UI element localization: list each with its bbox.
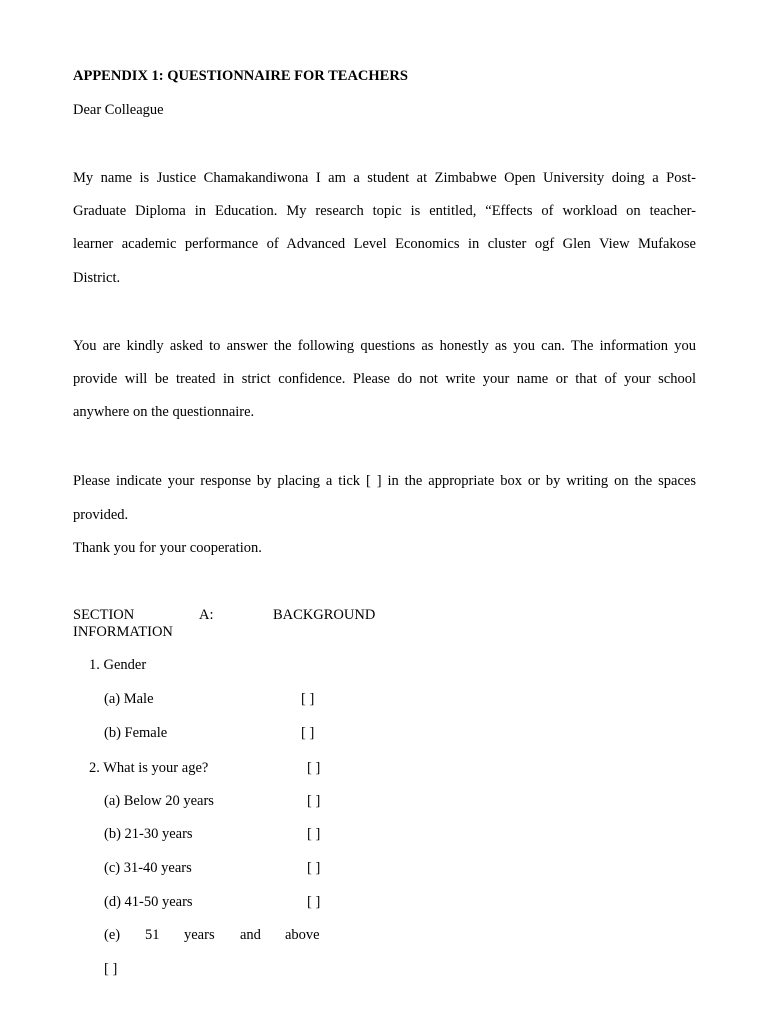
question-age: 2. What is your age? [89, 760, 209, 776]
question-gender: 1. Gender [89, 657, 147, 673]
option-age-e-checkbox[interactable]: [ ] [104, 961, 118, 977]
page-title: APPENDIX 1: QUESTIONNAIRE FOR TEACHERS [73, 68, 408, 84]
option-age-b-label: (b) 21-30 years [104, 826, 193, 842]
option-age-b-checkbox[interactable]: [ ] [307, 826, 321, 842]
thanks-line: Thank you for your cooperation. [73, 540, 262, 556]
option-age-c-checkbox[interactable]: [ ] [307, 860, 321, 876]
section-heading-word: BACKGROUND [273, 607, 376, 623]
option-age-e-part: years [184, 927, 215, 943]
option-female-label: (b) Female [104, 725, 168, 741]
option-age-a-label: (a) Below 20 years [104, 793, 214, 809]
option-age-e-part: and [240, 927, 261, 943]
section-heading-word: INFORMATION [73, 624, 173, 640]
option-age-a-checkbox[interactable]: [ ] [307, 793, 321, 809]
instructions-line: Please indicate your response by placing a tick [ ] in the appropriate box or by writing on the spaces [73, 473, 696, 489]
option-age-d-checkbox[interactable]: [ ] [307, 894, 321, 910]
option-age-c-label: (c) 31-40 years [104, 860, 192, 876]
option-age-d-label: (d) 41-50 years [104, 894, 193, 910]
intro-line: learner academic performance of Advanced Level Economics in cluster ogf Glen View Mufakose [73, 236, 696, 252]
option-age-e-part: (e) [104, 927, 121, 943]
intro-line: District. [73, 270, 121, 286]
confidentiality-line: provide will be treated in strict confidence. Please do not write your name or that of your school [73, 371, 696, 387]
option-male-label: (a) Male [104, 691, 154, 707]
confidentiality-line: anywhere on the questionnaire. [73, 404, 255, 420]
section-heading-word: A: [199, 607, 214, 623]
salutation: Dear Colleague [73, 102, 164, 118]
confidentiality-line: You are kindly asked to answer the following questions as honestly as you can. The information you [73, 338, 696, 354]
option-age-e-part: above [285, 927, 320, 943]
intro-line: My name is Justice Chamakandiwona I am a student at Zimbabwe Open University doing a Post- [73, 170, 696, 186]
option-male-checkbox[interactable]: [ ] [301, 691, 315, 707]
section-heading-word: SECTION [73, 607, 135, 623]
question-age-checkbox[interactable]: [ ] [307, 760, 321, 776]
instructions-line: provided. [73, 507, 129, 523]
option-female-checkbox[interactable]: [ ] [301, 725, 315, 741]
intro-line: Graduate Diploma in Education. My research topic is entitled, “Effects of workload on teacher- [73, 203, 696, 219]
option-age-e-part: 51 [145, 927, 160, 943]
